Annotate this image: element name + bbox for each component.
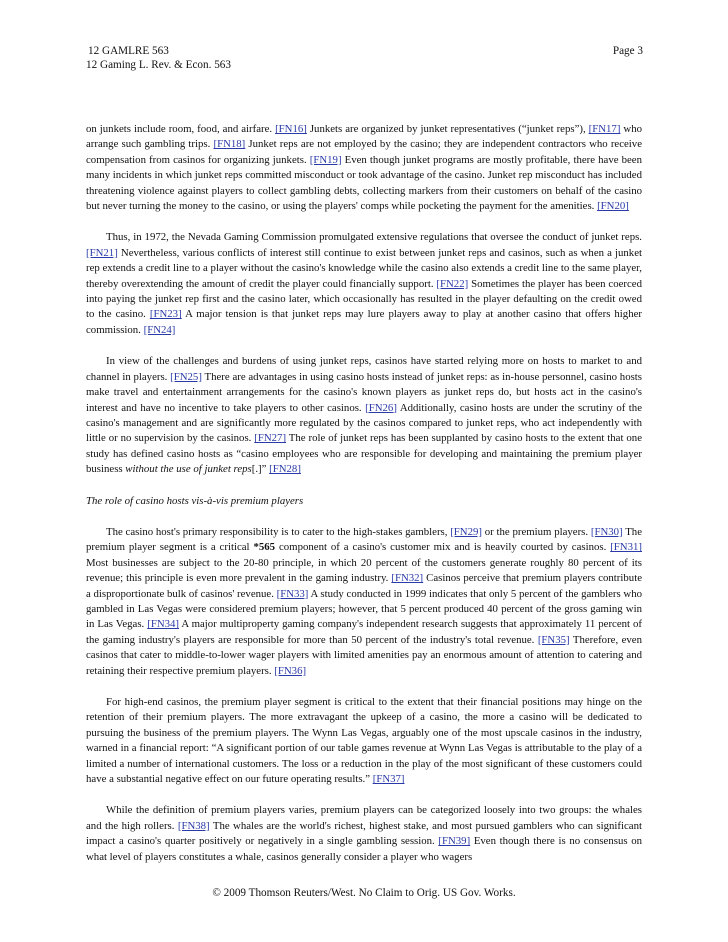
paragraph xyxy=(86,230,642,338)
footnote-link[interactable]: [FN18] xyxy=(213,138,246,151)
footnote-link[interactable]: [FN35] xyxy=(537,633,570,646)
star-page-marker: *565 xyxy=(253,541,276,554)
footnote-link[interactable]: [FN27] xyxy=(254,432,287,445)
page-number: Page 3 xyxy=(612,45,643,57)
footnote-link[interactable]: [FN39] xyxy=(438,835,471,848)
footnote-link[interactable]: [FN30] xyxy=(590,525,623,538)
text-run: In view of the challenges and burdens of using junket reps, casinos have started relying more on hosts to market to and channel in players. xyxy=(86,355,642,383)
text-run: Even though junket programs are mostly profitable, there have been many incidents in which junket reps committed misconduct or took advantage of the casino. Junket rep misconduct has included threatening violence against players to collect gambling debts, collecting markers from their customers on behalf of the casino but never turning the money to the casino, or using the players' comps while pocketing the payment for the amenities. xyxy=(86,153,642,213)
text-run: A major multiproperty gaming company's independent research suggests that approximately 11 percent of the gaming industry's players are responsible for more than 50 percent of the industry's total revenue. xyxy=(86,618,643,646)
paragraph xyxy=(86,122,642,214)
section-heading xyxy=(86,494,642,509)
text-run: component of a casino's customer mix and is heavily courted by casinos. xyxy=(275,541,611,554)
footnote-link[interactable]: [FN28] xyxy=(269,463,301,476)
text-run: or the premium players. xyxy=(482,525,591,538)
text-run: For high-end casinos, the premium player segment is critical to the extent that their financial positions may hinge on the retention of their premium players. The more extravagant the upkeep of a casino, the more a casino will be dedicated to pursuing the business of the premium players. The Wynn Las Vegas, arguably one of the most upscale casinos in the industry, warned in a financial report: “A significant portion of our table games revenue at Wynn Las Vegas is attributable to the play of a limited a number of international customers. The loss or a reduction in the play of the most significant of these customers could have a substantial negative effect on our future operating results.” xyxy=(86,696,642,786)
text-run: Nevertheless, various conflicts of interest still continue to exist between junket reps and casinos, such as when a junket rep extends a credit line to a player without the casino's knowledge while the casino also extends a credit line to the same player, thereby overextending the amount of credit the player could financially support. xyxy=(86,246,642,290)
footnote-link[interactable]: [FN21] xyxy=(86,246,118,259)
footnote-link[interactable]: [FN37] xyxy=(372,773,405,786)
footnote-link[interactable]: [FN17] xyxy=(588,123,621,135)
text-run: Most businesses are subject to the 20-80 principle, in which 20 percent of the customers generate roughly 80 percent of its revenue; this principle is even more prevalent in the gaming industry. xyxy=(86,556,642,585)
footnote-link[interactable]: [FN26] xyxy=(365,401,397,414)
citation-full: 12 Gaming L. Rev. & Econ. 563 xyxy=(86,59,231,71)
paragraph xyxy=(86,695,642,787)
text-run: The whales are the world's richest, highest stake, and most pursued gamblers who can significant impact a casino's quarter positively or negatively in a single gambling session. xyxy=(86,819,642,848)
text-run: The casino host's primary responsibility is to cater to the high-stakes gamblers, xyxy=(106,525,451,538)
text-run: While the definition of premium players varies, premium players can be categorized loosely into two groups: the whales and the high rollers. xyxy=(86,804,642,832)
text-run: The premium player segment is a critical xyxy=(86,525,642,554)
copyright-footer: © 2009 Thomson Reuters/West. No Claim to Orig. US Gov. Works. xyxy=(212,887,516,899)
footnote-link[interactable]: [FN20] xyxy=(597,200,629,213)
footnote-link[interactable]: [FN19] xyxy=(309,153,342,166)
text-run: A study conducted in 1999 indicates that only 5 percent of the gamblers who gambled in Las Vegas were considered premium players; however, that 5 percent produced 40 percent of the gross gaming win in Las Vegas. xyxy=(86,587,642,631)
text-run: Therefore, even casinos that cater to middle-to-lower wager players with limited amenities pay an enormous amount of attention to catering and retaining their respective premium players. xyxy=(86,633,642,677)
footnote-link[interactable]: [FN36] xyxy=(274,664,307,677)
footnote-link[interactable]: [FN33] xyxy=(276,587,309,600)
text-run: Sometimes the player has been coerced into paying the junket rep first and the casino later, which occasionally has resulted in the player defaulting on the credit owed to the casino. xyxy=(86,277,642,321)
footnote-link[interactable]: [FN16] xyxy=(275,123,307,135)
footnote-link[interactable]: [FN22] xyxy=(436,277,469,290)
text-run: [.]” xyxy=(251,463,270,476)
text-run: The role of junket reps has been supplanted by casino hosts to the extent that one study has defined casino hosts as “casino employees who are responsible for developing and maintaining the premium player business xyxy=(86,432,642,476)
footnote-link[interactable]: [FN25] xyxy=(170,370,202,383)
citation-short: 12 GAMLRE 563 xyxy=(88,45,169,57)
text-run: The role of casino hosts vis-à-vis premium players xyxy=(86,494,304,507)
footnote-link[interactable]: [FN31] xyxy=(610,541,642,554)
footnote-link[interactable]: [FN38] xyxy=(177,819,210,832)
paragraph xyxy=(86,354,642,477)
text-run: Junket reps are not employed by the casino; they are independent contractors who receive compensation from casinos for organizing junkets. xyxy=(86,138,643,166)
footnote-link[interactable]: [FN24] xyxy=(143,323,176,336)
text-run: who arrange such gambling trips. xyxy=(86,123,643,151)
text-run: on junkets include room, food, and airfare. xyxy=(86,123,276,135)
text-run: Additionally, casino hosts are under the scrutiny of the casino's management and are significantly more regulated by the casinos compared to junket reps, who act independently with little or no supervision by the casinos. xyxy=(86,401,643,445)
footnote-link[interactable]: [FN34] xyxy=(147,618,180,631)
footnote-link[interactable]: [FN29] xyxy=(450,525,482,538)
text-run: There are advantages in using casino hosts instead of junket reps: as in-house personnel, casino hosts make travel and entertainment arrangements for the casino's known players as junket reps do, but hosts act in the casino's interest and have no incentive to take players to other casinos. xyxy=(86,370,642,414)
footnote-link[interactable]: [FN23] xyxy=(149,308,182,321)
document-body xyxy=(86,122,642,881)
text-run: Even though there is no consensus on what level of players constitutes a whale, casinos generally consider a player who wagers xyxy=(86,835,642,863)
emphasis-text: without the use of junket reps xyxy=(125,463,252,476)
paragraph xyxy=(86,525,642,679)
paragraph xyxy=(86,803,642,865)
text-run: Thus, in 1972, the Nevada Gaming Commission promulgated extensive regulations that oversee the conduct of junket reps. xyxy=(106,231,642,244)
text-run: Junkets are organized by junket representatives (“junket reps”), xyxy=(306,123,589,135)
text-run: A major tension is that junket reps may lure players away to play at another casino that offers higher commission. xyxy=(86,308,642,336)
footnote-link[interactable]: [FN32] xyxy=(391,572,424,585)
text-run: Casinos perceive that premium players contribute a disproportionate bulk of casinos' revenue. xyxy=(86,572,642,600)
